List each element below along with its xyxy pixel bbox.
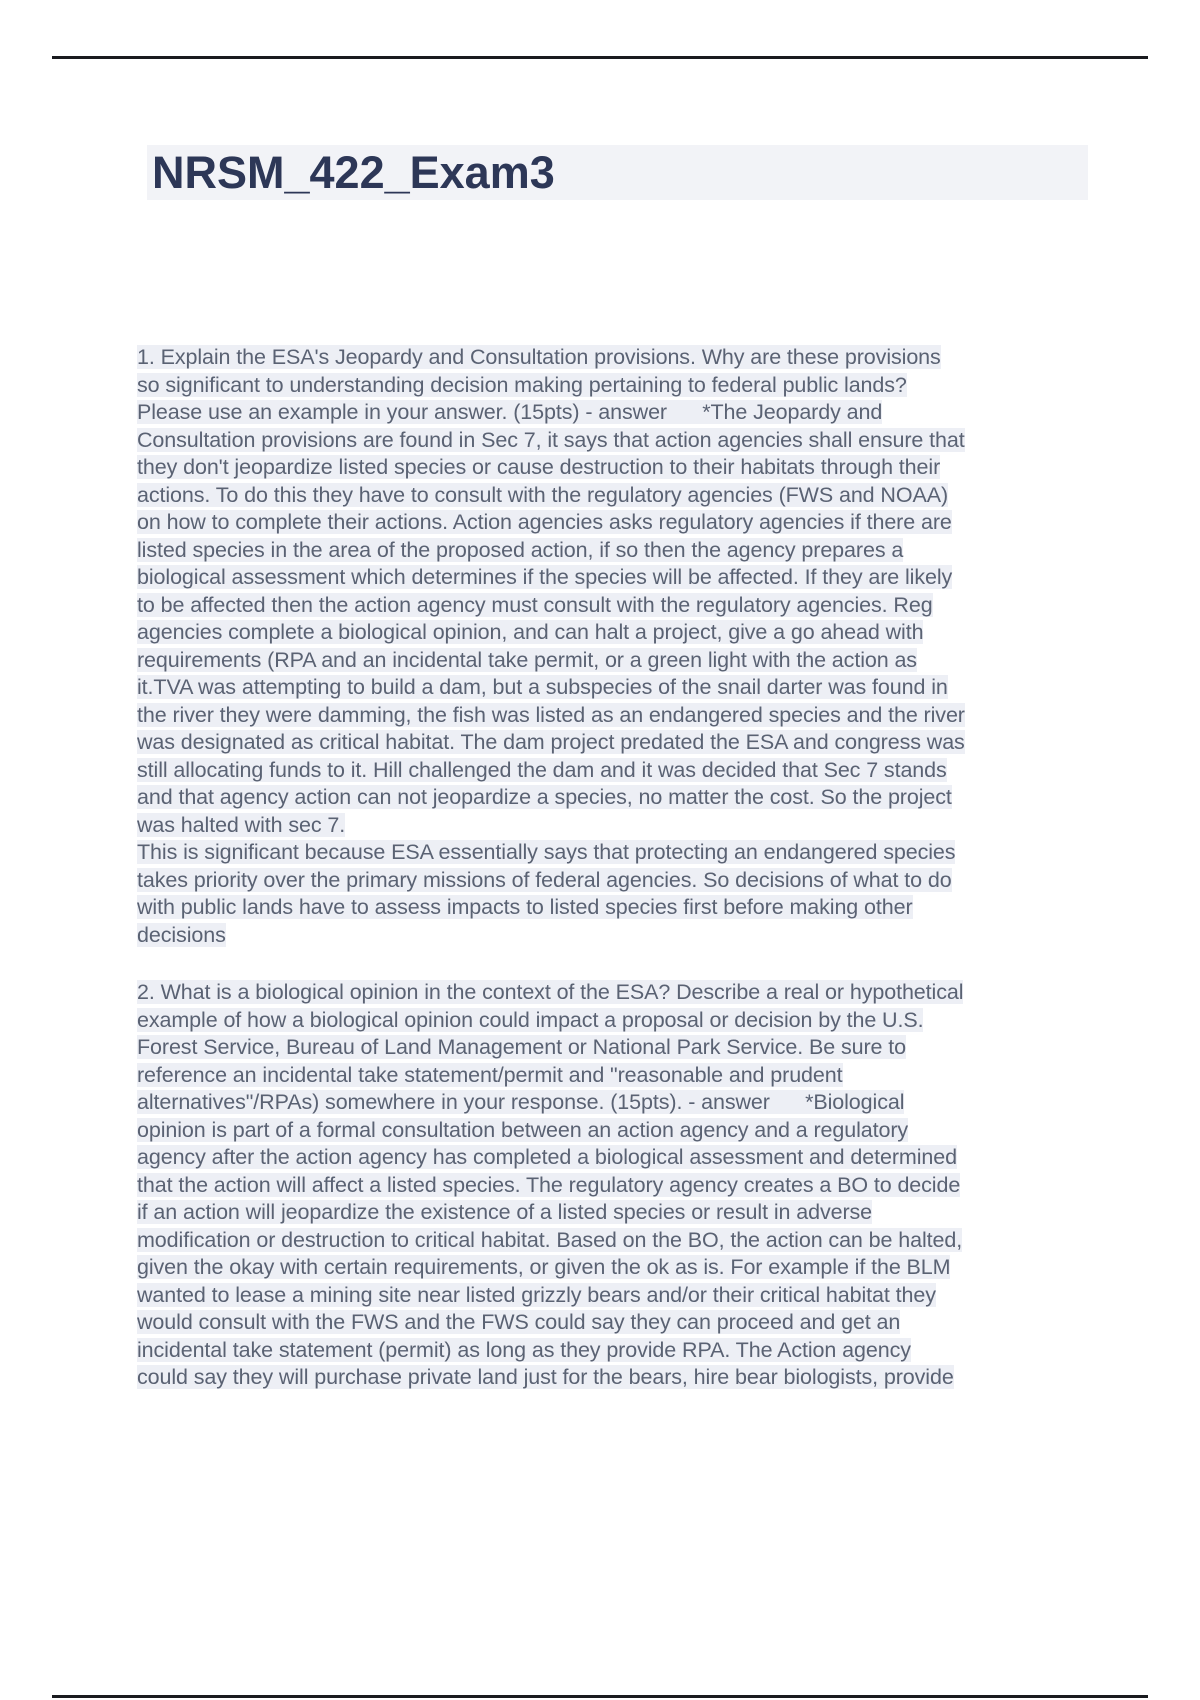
text-line: 1. Explain the ESA's Jeopardy and Consultation provisions. Why are these provisions — [137, 345, 941, 369]
text-line: still allocating funds to it. Hill challenged the dam and it was decided that Sec 7 stands — [137, 757, 947, 782]
text-line: decisions — [137, 922, 226, 947]
text-line: could say they will purchase private land just for the bears, hire bear biologists, provide — [137, 1365, 954, 1389]
top-rule — [52, 56, 1148, 59]
text-line: This is significant because ESA essentially says that protecting an endangered species — [137, 840, 956, 864]
text-line: was halted with sec 7. — [137, 812, 346, 837]
text-line: the river they were damming, the fish was listed as an endangered species and the river — [137, 702, 965, 727]
document-body — [137, 344, 1137, 1392]
text-line: that the action will affect a listed species. The regulatory agency creates a BO to decide — [137, 1172, 961, 1197]
title-highlight-bar — [147, 145, 1088, 200]
text-line: requirements (RPA and an incidental take permit, or a green light with the action as — [137, 647, 917, 672]
text-line: opinion is part of a formal consultation between an action agency and a regulatory — [137, 1117, 909, 1142]
text-line: it.TVA was attempting to build a dam, but a subspecies of the snail darter was found in — [137, 675, 948, 699]
qa-block-question-2 — [137, 979, 1137, 1392]
text-line: they don't jeopardize listed species or cause destruction to their habitats through their — [137, 455, 941, 479]
text-line: and that agency action can not jeopardize a species, no matter the cost. So the project — [137, 785, 952, 809]
text-line: agencies complete a biological opinion, and can halt a project, give a go ahead with — [137, 620, 924, 644]
text-line: actions. To do this they have to consult with the regulatory agencies (FWS and NOAA) — [137, 482, 949, 507]
text-line: with public lands have to assess impacts to listed species first before making other — [137, 895, 913, 919]
bottom-rule — [52, 1695, 1148, 1698]
text-line: Consultation provisions are found in Sec 7, it says that action agencies shall ensure that — [137, 427, 965, 452]
text-line: alternatives"/RPAs) somewhere in your response. (15pts). - answer *Biological — [137, 1090, 905, 1114]
text-line: biological assessment which determines if the species will be affected. If they are likely — [137, 565, 953, 589]
text-line: so significant to understanding decision making pertaining to federal public lands? — [137, 372, 907, 397]
text-line: Forest Service, Bureau of Land Management or National Park Service. Be sure to — [137, 1035, 906, 1059]
text-line: takes priority over the primary missions of federal agencies. So decisions of what to do — [137, 867, 952, 892]
qa-block-question-1 — [137, 344, 1137, 949]
text-line: Please use an example in your answer. (15pts) - answer *The Jeopardy and — [137, 400, 883, 424]
text-line: if an action will jeopardize the existence of a listed species or result in adverse — [137, 1200, 873, 1224]
text-line: agency after the action agency has completed a biological assessment and determined — [137, 1145, 957, 1169]
text-line: wanted to lease a mining site near listed grizzly bears and/or their critical habitat they — [137, 1282, 936, 1307]
text-line: would consult with the FWS and the FWS could say they can proceed and get an — [137, 1310, 901, 1334]
text-line: given the okay with certain requirements, or given the ok as is. For example if the BLM — [137, 1255, 951, 1279]
paragraph-gap — [137, 949, 1137, 979]
text-line: to be affected then the action agency must consult with the regulatory agencies. Reg — [137, 592, 933, 617]
text-line: on how to complete their actions. Action agencies asks regulatory agencies if there are — [137, 510, 952, 534]
text-line: listed species in the area of the proposed action, if so then the agency prepares a — [137, 537, 904, 562]
text-line: incidental take statement (permit) as long as they provide RPA. The Action agency — [137, 1337, 911, 1362]
text-line: was designated as critical habitat. The dam project predated the ESA and congress was — [137, 730, 965, 754]
text-line: modification or destruction to critical habitat. Based on the BO, the action can be halted, — [137, 1227, 963, 1252]
text-line: reference an incidental take statement/permit and "reasonable and prudent — [137, 1062, 843, 1087]
text-line: example of how a biological opinion could impact a proposal or decision by the U.S. — [137, 1007, 924, 1032]
text-line: 2. What is a biological opinion in the context of the ESA? Describe a real or hypothetical — [137, 980, 964, 1004]
page-title: NRSM_422_Exam3 — [152, 147, 555, 198]
